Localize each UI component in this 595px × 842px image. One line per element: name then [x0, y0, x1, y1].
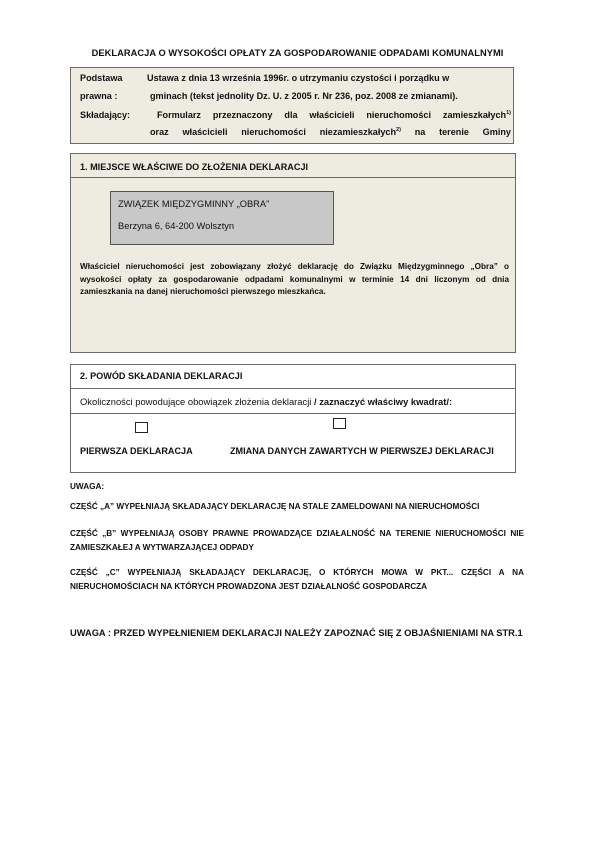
section-2-heading: 2. POWÓD SKŁADANIA DEKLARACJI — [80, 371, 243, 381]
address-box — [110, 191, 334, 245]
legal-basis-line-2: gminach (tekst jednolity Dz. U. z 2005 r. Nr 236, poz. 2008 ze zmianami). — [150, 91, 458, 101]
address-line: Berzyna 6, 64-200 Wolsztyn — [118, 221, 235, 231]
footnote-ref-1: 1) — [506, 110, 511, 116]
legal-basis-label-1: Podstawa — [80, 73, 123, 83]
note-part-a: CZĘŚĆ „A” WYPEŁNIAJĄ SKŁADAJĄCY DEKLARACJĘ NA STALE ZAMELDOWANI NA NIERUCHOMOŚCI — [70, 502, 480, 511]
first-declaration-checkbox[interactable] — [135, 422, 148, 433]
submission-note: Właściciel nieruchomości jest zobowiązany złożyć deklarację do Związku Międzygminnego „Obra” o wysokości opłaty za gospodarowanie odpadami komunalnymi w terminie 14 dni liczonym od dnia zamieszkania na danej nieruchomości pierwszego mieszkańca. — [80, 262, 509, 296]
address-name: ZWIĄZEK MIĘDZYGMINNY „OBRA” — [118, 199, 270, 209]
footnote-ref-2: 2) — [396, 127, 401, 133]
submitter-line-1: Formularz przeznaczony dla właścicieli nieruchomości zamieszkałych$^{1)}$ — [157, 110, 511, 120]
submitter-label: Składający: — [80, 110, 131, 120]
reason-instruction: Okoliczności powodujące obowiązek złożenia deklaracji / zaznaczyć właściwy kwadrat/: — [80, 396, 453, 407]
submitter-line-2: oraz właścicieli nieruchomości niezamieszkałych$^{2)}$ na terenie Gminy — [150, 127, 511, 137]
declaration-title: DEKLARACJA O WYSOKOŚCI OPŁATY ZA GOSPODAROWANIE ODPADAMI KOMUNALNYMI — [91, 48, 504, 58]
note-part-c: CZĘŚĆ „C” WYPEŁNIAJĄ SKŁADAJĄCY DEKLARACJĘ, O KTÓRYCH MOWA W PKT... CZĘŚCI A NA NIERUCHOMOŚCIACH NA KTÓRYCH PROWADZONA JEST DZIAŁALNOŚĆ GOSPODARCZA — [70, 568, 524, 591]
section-reason — [70, 364, 516, 473]
legal-basis-box — [70, 67, 514, 144]
data-change-checkbox[interactable] — [333, 418, 346, 429]
legal-basis-label-2: prawna : — [80, 91, 118, 101]
notes-heading: UWAGA: — [70, 482, 105, 491]
section-1-heading: 1. MIEJSCE WŁAŚCIWE DO ZŁOŻENIA DEKLARACJI — [80, 162, 309, 172]
first-declaration-label: PIERWSZA DEKLARACJA — [80, 446, 193, 456]
note-part-b: CZĘŚĆ „B” WYPEŁNIAJĄ OSOBY PRAWNE PROWADZĄCE DZIAŁALNOŚĆ NA TERENIE NIERUCHOMOŚCI NIE ZAMIESZKAŁEJ A WYTWARZAJĄCEJ ODPADY — [70, 529, 524, 552]
divider — [71, 177, 515, 178]
final-warning: UWAGA : PRZED WYPEŁNIENIEM DEKLARACJI NALEŻY ZAPOZNAĆ SIĘ Z OBJAŚNIENIAMI NA STR.1 — [70, 628, 523, 638]
divider — [71, 413, 515, 414]
section-place-of-submission — [70, 153, 516, 353]
divider — [71, 388, 515, 389]
data-change-label: ZMIANA DANYCH ZAWARTYCH W PIERWSZEJ DEKLARACJI — [230, 446, 494, 456]
legal-basis-line-1: Ustawa z dnia 13 września 1996r. o utrzymaniu czystości i porządku w — [147, 73, 450, 83]
